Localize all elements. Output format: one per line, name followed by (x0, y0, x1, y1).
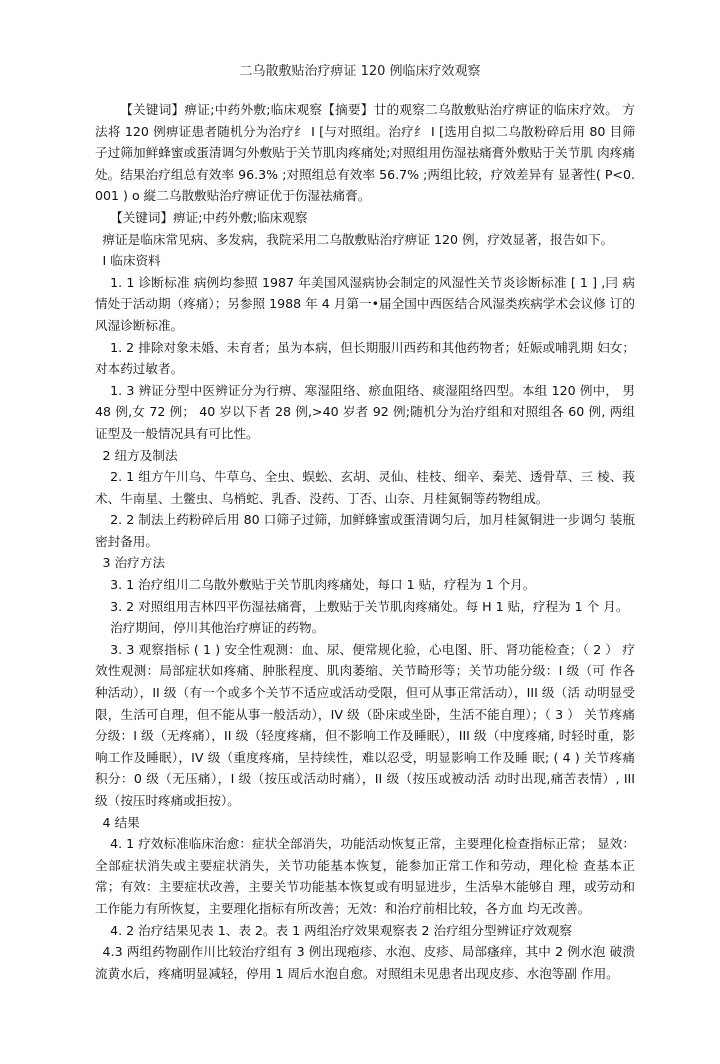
document-body (95, 99, 635, 984)
paragraph-4-2: 4. 2 治疗结果见表 1、表 2。表 1 两组治疗效果观察表 2 治疗组分型辨证疗效观察 (110, 922, 573, 938)
paragraph-4-1: 4. 1 疗效标准临床治愈：症状全部消失，功能活动恢复正常，主要理化检查指标正常； 显效：全部症状消失或主要症状消失，关节功能基本恢复，能参加正常工作和劳动，理化检 查基本正常；有效：主要症状改善，主要关节功能基本恢复或有明显进步，生活皋木能够自 理，或劳动和工作能力有所恢复，主要理化指标有所改善；无效：和治疗前相比较，各方血 均无改善。 (95, 836, 635, 916)
paragraph-3-2: 3. 2 对照组用吉林四平伤湿祛痛膏，上敷贴于关节肌肉疼痛处。每 H 1 贴，疗程为 1 个 月。 (110, 598, 629, 614)
document-title: 二乌散敷贴治疗痹证 120 例临床疗效观察 (239, 64, 481, 79)
section-heading-2: 2 纽方及制法 (102, 447, 178, 463)
section-heading-3: 3 治疗方法 (102, 555, 165, 571)
paragraph-2-2: 2. 2 制法上药粉碎后用 80 口筛子过筛，加鲜蜂蜜或蛋清调匀后，加月桂氮铜进一步调匀 装瓶密封备用。 (95, 512, 635, 549)
paragraph-2-1: 2. 1 组方午川乌、牛草乌、全虫、蜈蚣、玄胡、灵仙、桂枝、细辛、秦芜、透骨草、三 棱、莪术、牛南星、土鳖虫、乌梢蛇、乳香、没药、丁否、山奈、月桂氮铜等药物组成。 (95, 469, 635, 506)
intro-paragraph: 痹证是临床常见病、多发病，我院采用二乌散敷贴治疗痹证 120 例，疗效显著，报告如下。 (102, 231, 614, 247)
paragraph-1-1: 1. 1 诊断标准 病例均参照 1987 年美国风湿病协会制定的风湿性关节炎诊断标准 [ 1 ] ,冃 病情处于活动期（疼痛）；另参照 1988 年 4 月第一•届全国中西医结合风湿类疾病学术会议修 订的风湿诊断标准。 (95, 274, 635, 333)
paragraph-3-3: 3. 3 观察指标 ( 1 ) 安全性观测：血、尿、便常规化验，心电图、肝、肾功能检查；（ 2 ） 疗效性观测：局部症状如疼痛、肿胀程度、肌肉萎缩、关节畸形等；关节功能分级：I 级（可 作各种活动），II 级（有一个或多个关节不适应或活动受限，但可从事正常活动），III 级（活 动明显受限，生活可自理，但不能从事一般活动），IV 级（卧床或坐卧，生活不能自理）；（ 3 ） 关节疼痛分级：I 级（无疼痛），II 级（轻度疼痛，但不影响工作及睡眠），III 级（中度疼痛, 时轻时重，影响工作及睡眠），IV 级（重度疼痛，呈持续性，难以忍受，明显影响工作及睡 眠; ( 4 ) 关节疼痛积分：0 级（无压痛），I 级（按压或活动时痛），II 级（按压或被动活 动时出现,痛苦表情）, III 级（按压时疼痛或拒按）。 (95, 641, 635, 808)
abstract-paragraph: 【关键词】痹证;中药外敷;临床观察【摘要】廿的观察二乌散敷贴治疗痹证的临床疗效。 方法将 120 例痹证患者随机分为治疗纟 I [与对照组。治疗纟 I [选用自拟二乌散粉碎后用 80 目筛 子过筛加鲜蜂蜜或蛋清调匀外敷贴于关节肌肉疼痛处;对照组用伤湿祛痛膏外敷贴于关节肌 肉疼痛处。结果治疗组总有效率 96.3% ;对照组总有效率 56.7% ;两组比较，疗效差异有 显著性( P<0.001 ) o 縦二乌散敷贴治疗痹证优于伤湿祛痛膏。 (95, 102, 635, 204)
paragraph-3-2-note: 治疗期间，停川其他治疗痹证的药物。 (110, 620, 325, 636)
paragraph-3-1: 3. 1 治疗组川二乌散外敷贴于关节肌肉疼痛处，每口 1 贴，疗程为 1 个月。 (110, 577, 536, 593)
keywords-line: 【关键词】痹证;中药外敷;临床观察 (110, 209, 308, 225)
paragraph-4-3: 4.3 两组药物副作川比较治疗组有 3 例出现疱疹、水泡、皮疹、局部瘙痒，其中 2 例水泡 破溃流黄水后，疼痛明显减轻，停用 1 周后水泡自愈。对照组未见患者出现皮疹、水泡等副 作用。 (95, 944, 635, 981)
paragraph-1-3: 1. 3 辨证分型中医辨证分为行痹、寒湿阻络、瘀血阻络、痰湿阻络四型。本组 120 例中， 男 48 例,女 72 例； 40 岁以下者 28 例,>40 岁者 92 例;随机分为治疗组和对照组各 60 例, 两组证型及一般情况具有可比性。 (95, 382, 635, 441)
section-heading-1: I 临床资料 (102, 253, 161, 269)
paragraph-1-2: 1. 2 排除对象未婚、未育者；虽为本病，但长期服川西药和其他药物者；妊娠或哺乳期 妇女；对本药过敏者。 (95, 339, 635, 377)
section-heading-4: 4 结果 (102, 814, 140, 830)
